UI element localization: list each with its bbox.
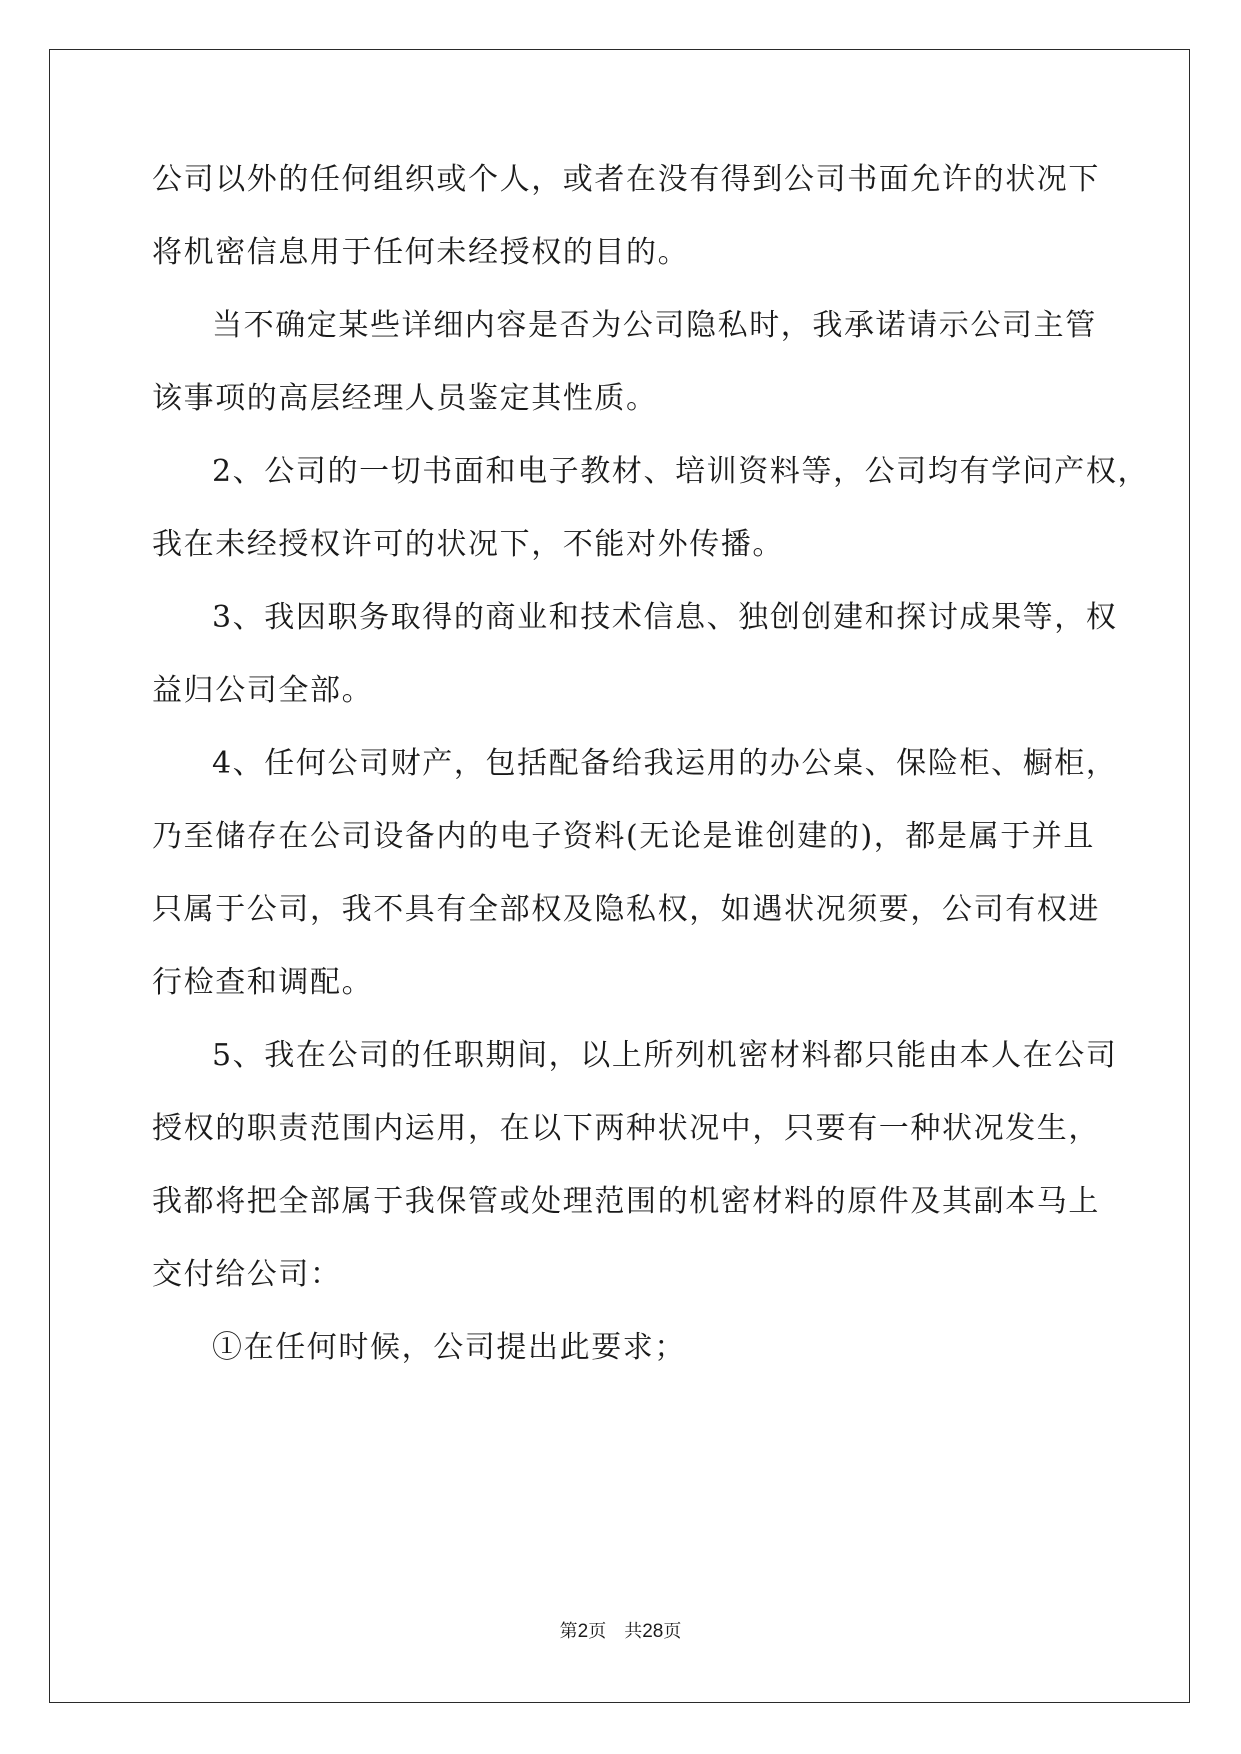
text-line: 行检查和调配。 — [152, 965, 374, 1000]
footer-prefix: 第 — [559, 1621, 578, 1642]
text-line: 我在未经授权许可的状况下，不能对外传播。 — [152, 527, 784, 562]
footer-suffix: 页 — [663, 1621, 682, 1642]
total-pages: 28 — [642, 1621, 664, 1642]
text-line: 将机密信息用于任何未经授权的目的。 — [152, 235, 690, 270]
text-line: 该事项的高层经理人员鉴定其性质。 — [152, 381, 658, 416]
text-line: 2、公司的一切书面和电子教材、培训资料等，公司均有学问产权， — [212, 454, 1150, 489]
text-line: 4、任何公司财产，包括配备给我运用的办公桌、保险柜、橱柜， — [212, 746, 1118, 781]
text-line: 益归公司全部。 — [152, 673, 374, 708]
text-line: 5、我在公司的任职期间，以上所列机密材料都只能由本人在公司 — [212, 1038, 1118, 1073]
text-line: 授权的职责范围内运用，在以下两种状况中，只要有一种状况发生， — [152, 1111, 1100, 1146]
text-line: 乃至储存在公司设备内的电子资料(无论是谁创建的)，都是属于并且 — [152, 819, 1096, 854]
text-line: 公司以外的任何组织或个人，或者在没有得到公司书面允许的状况下 — [152, 162, 1100, 197]
page-footer — [0, 1620, 1241, 1644]
text-line: 只属于公司，我不具有全部权及隐私权，如遇状况须要，公司有权进 — [152, 892, 1100, 927]
text-line: 交付给公司： — [152, 1257, 342, 1292]
footer-middle: 页 共 — [588, 1621, 643, 1642]
text-line: 3、我因职务取得的商业和技术信息、独创创建和探讨成果等，权 — [212, 600, 1118, 635]
text-line: ①在任何时候，公司提出此要求； — [212, 1330, 686, 1365]
text-line: 当不确定某些详细内容是否为公司隐私时，我承诺请示公司主管 — [212, 308, 1097, 343]
page-border — [49, 49, 1190, 1703]
text-line: 我都将把全部属于我保管或处理范围的机密材料的原件及其副本马上 — [152, 1184, 1100, 1219]
page-number: 2 — [577, 1621, 589, 1642]
